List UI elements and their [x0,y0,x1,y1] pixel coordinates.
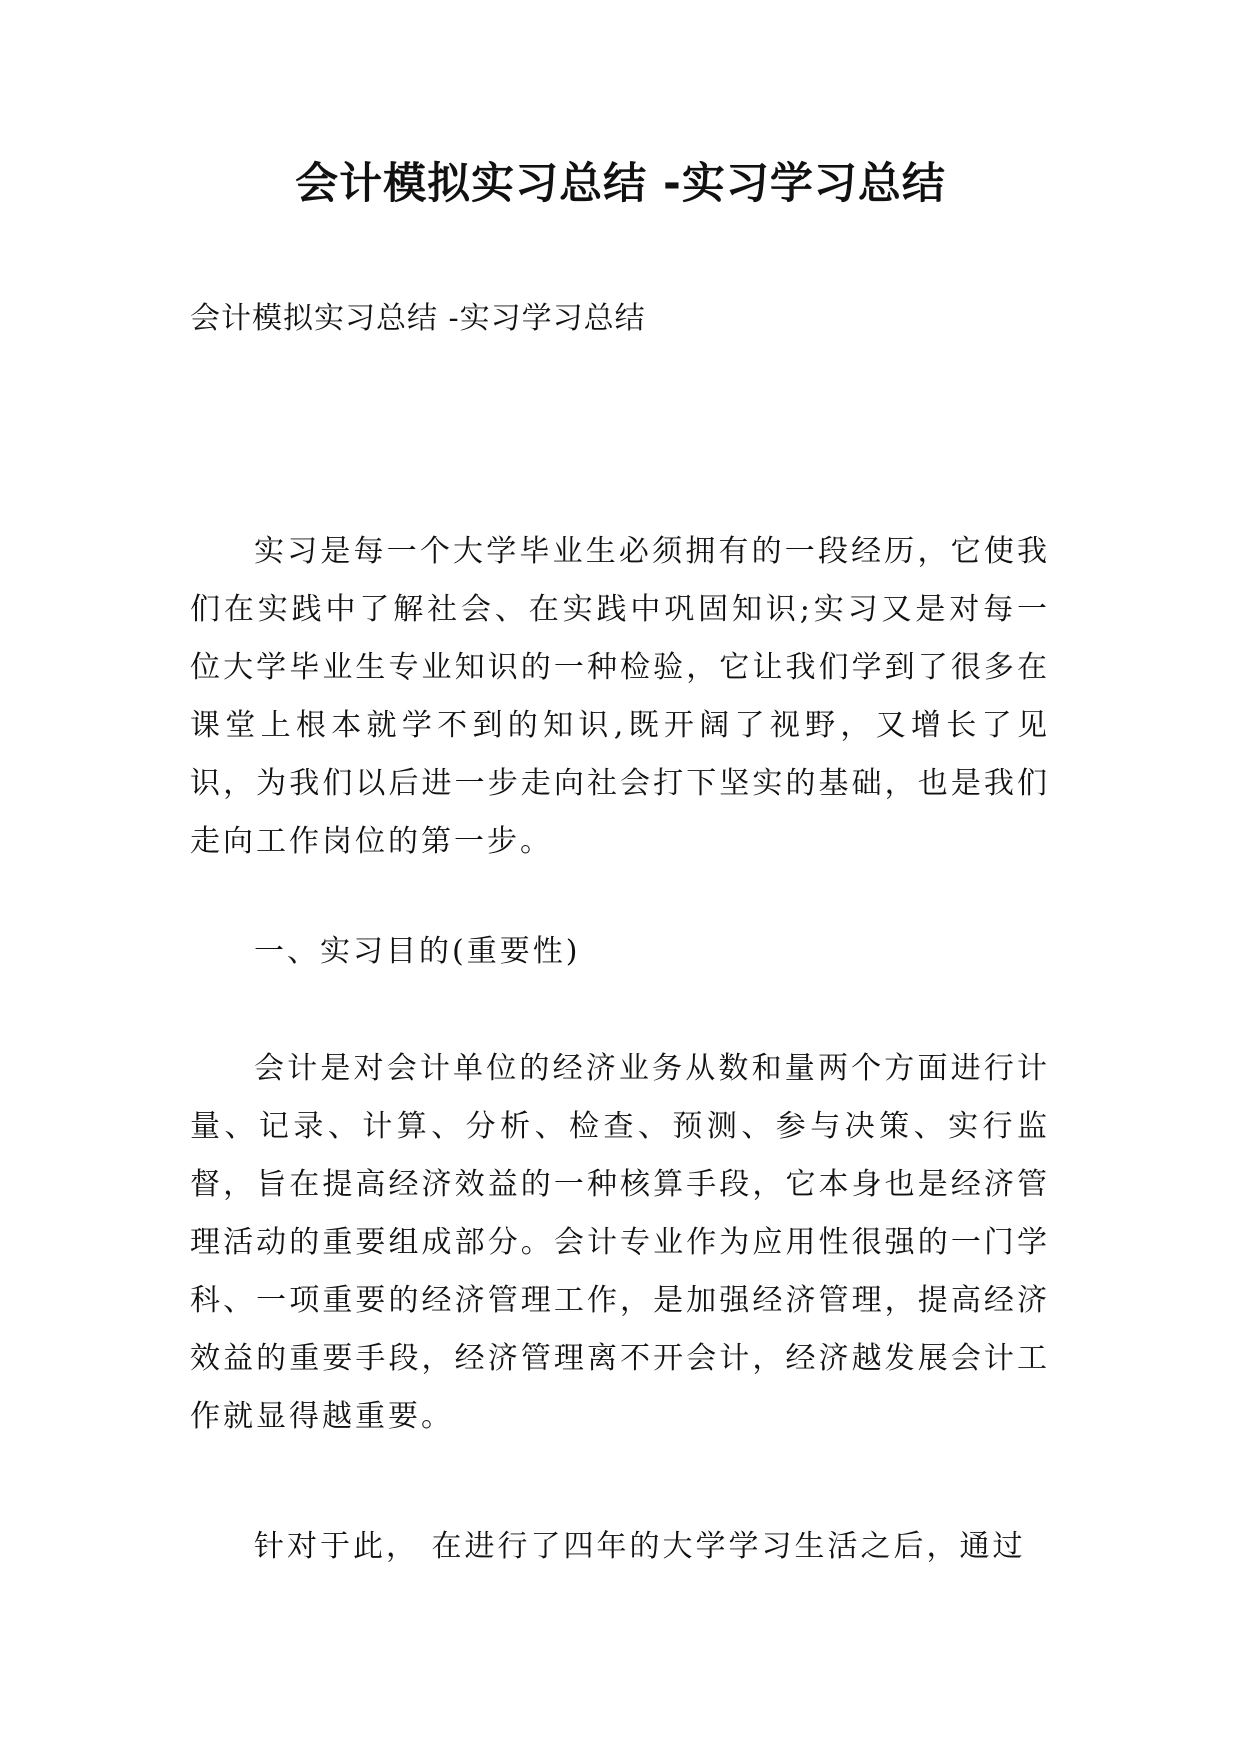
paragraph-intro: 实习是每一个大学毕业生必须拥有的一段经历，它使我们在实践中了解社会、在实践中巩固知识;实习又是对每一位大学毕业生专业知识的一种检验，它让我们学到了很多在课堂上根本就学不到的知识,既开阔了视野，又增长了见识，为我们以后进一步走向社会打下坚实的基础，也是我们走向工作岗位的第一步。 [190,534,1050,859]
document-title: 会计模拟实习总结 -实习学习总结 [295,159,946,209]
document-subtitle: 会计模拟实习总结 -实习学习总结 [190,301,646,336]
section-heading: 一、实习目的(重要性) [254,934,581,969]
paragraph-accounting: 会计是对会计单位的经济业务从数和量两个方面进行计量、记录、计算、分析、检查、预测、参与决策、实行监督，旨在提高经济效益的一种核算手段，它本身也是经济管理活动的重要组成部分。会计专业作为应用性很强的一门学科、一项重要的经济管理工作，是加强经济管理，提高经济效益的重要手段，经济管理离不开会计，经济越发展会计工作就显得越重要。 [190,1051,1050,1434]
paragraph-conclusion-start: 针对于此， 在进行了四年的大学学习生活之后，通过 [254,1529,1026,1564]
